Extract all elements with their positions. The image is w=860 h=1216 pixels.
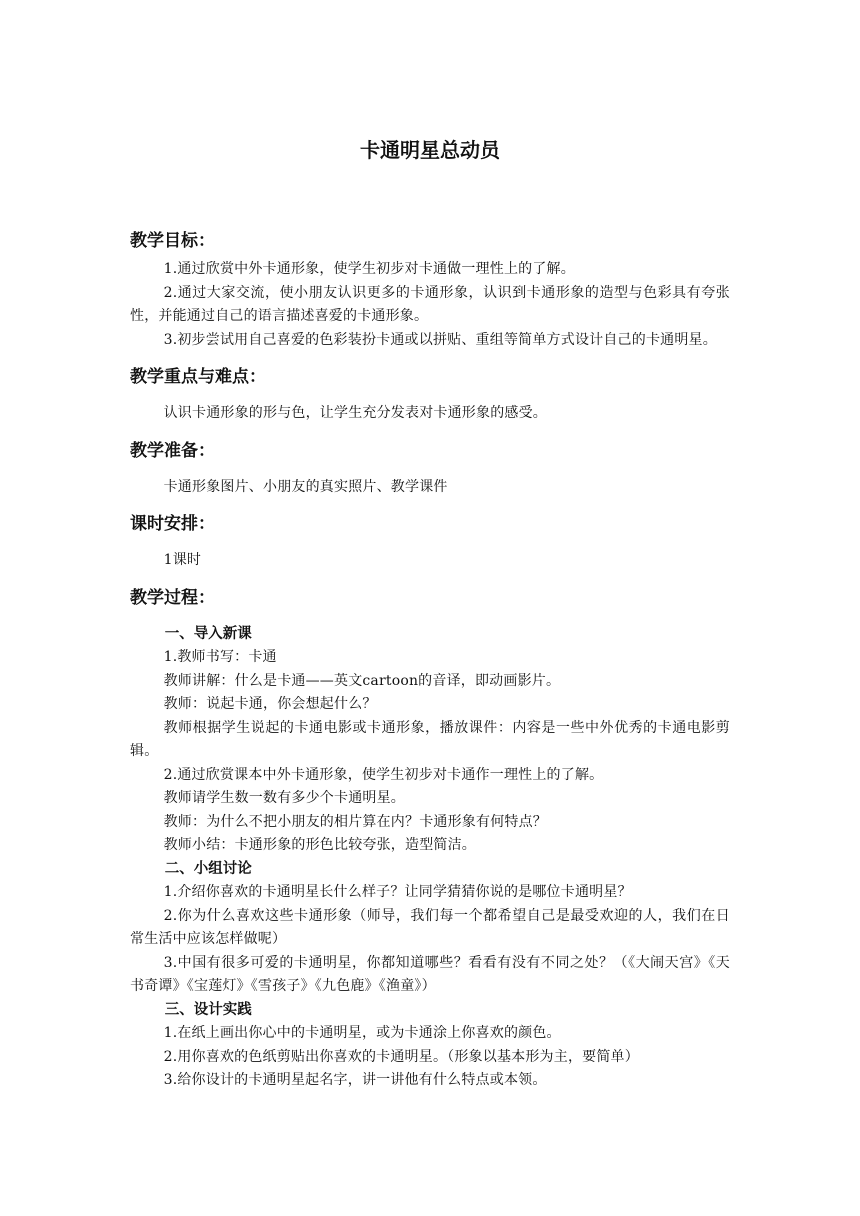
section-objectives (130, 224, 730, 352)
process-item: 教师：说起卡通，你会想起什么？ (163, 696, 377, 712)
section-heading-objectives: 教学目标： (130, 231, 215, 251)
key-points-text: 认识卡通形象的形与色，让学生充分发表对卡通形象的感受。 (163, 405, 547, 421)
process-part-title: 三、设计实践 (164, 1001, 252, 1018)
section-heading-key-points: 教学重点与难点： (130, 367, 266, 387)
process-item: 教师讲解：什么是卡通——英文cartoon的音译，即动画影片。 (163, 672, 561, 689)
schedule-text: 1课时 (163, 552, 202, 568)
section-heading-preparation: 教学准备： (130, 440, 215, 461)
process-item: 1.介绍你喜欢的卡通明星长什么样子？让同学猜猜你说的是哪位卡通明星？ (163, 884, 632, 900)
process-item: 教师请学生数一数有多少个卡通明星。 (163, 790, 405, 806)
process-part-title: 一、导入新课 (164, 625, 252, 642)
process-item: 1.教师书写：卡通 (163, 649, 277, 665)
process-item: 2.通过欣赏课本中外卡通形象，使学生初步对卡通作一理性上的了解。 (163, 766, 604, 783)
section-heading-process: 教学过程： (130, 587, 215, 608)
process-item: 教师小结：卡通形象的形色比较夸张，造型简洁。 (163, 837, 476, 853)
process-part-title: 二、小组讨论 (164, 860, 252, 877)
section-heading-schedule: 课时安排： (130, 514, 215, 534)
section-schedule (130, 507, 730, 573)
process-item: 2.你为什么喜欢这些卡通形象（师导，我们每一个都希望自己是最受欢迎的人，我们在日常生活中应该怎样做呢） (130, 907, 730, 947)
process-item: 教师根据学生说起的卡通电影或卡通形象，播放课件：内容是一些中外优秀的卡通电影剪辑。 (130, 719, 730, 759)
document-title: 卡通明星总动员 (360, 138, 500, 162)
preparation-text: 卡通形象图片、小朋友的真实照片、教学课件 (163, 478, 448, 495)
process-item: 1.在纸上画出你心中的卡通明星，或为卡通涂上你喜欢的颜色。 (163, 1025, 561, 1041)
section-key-points (130, 360, 730, 426)
process-item: 3.中国有很多可爱的卡通明星，你都知道哪些？看看有没有不同之处？（《大闹天宫》《天书奇谭》《宝莲灯》《雪孩子》《九色鹿》《渔童》） (130, 954, 730, 994)
objective-item: 1.通过欣赏中外卡通形象，使学生初步对卡通做一理性上的了解。 (163, 261, 575, 277)
process-item: 教师：为什么不把小朋友的相片算在内？卡通形象有何特点？ (163, 813, 547, 830)
objective-item: 3.初步尝试用自己喜爱的色彩装扮卡通或以拼贴、重组等简单方式设计自己的卡通明星。 (163, 331, 717, 348)
document-body (130, 224, 730, 1093)
section-preparation (130, 434, 730, 500)
process-item: 2.用你喜欢的色纸剪贴出你喜欢的卡通明星。（形象以基本形为主，要简单） (163, 1048, 639, 1065)
objective-item: 2.通过大家交流，使小朋友认识更多的卡通形象，认识到卡通形象的造型与色彩具有夸张性，并能通过自己的语言描述喜爱的卡通形象。 (130, 284, 730, 324)
section-process (130, 581, 730, 1093)
process-item: 3.给你设计的卡通明星起名字，讲一讲他有什么特点或本领。 (163, 1072, 547, 1088)
